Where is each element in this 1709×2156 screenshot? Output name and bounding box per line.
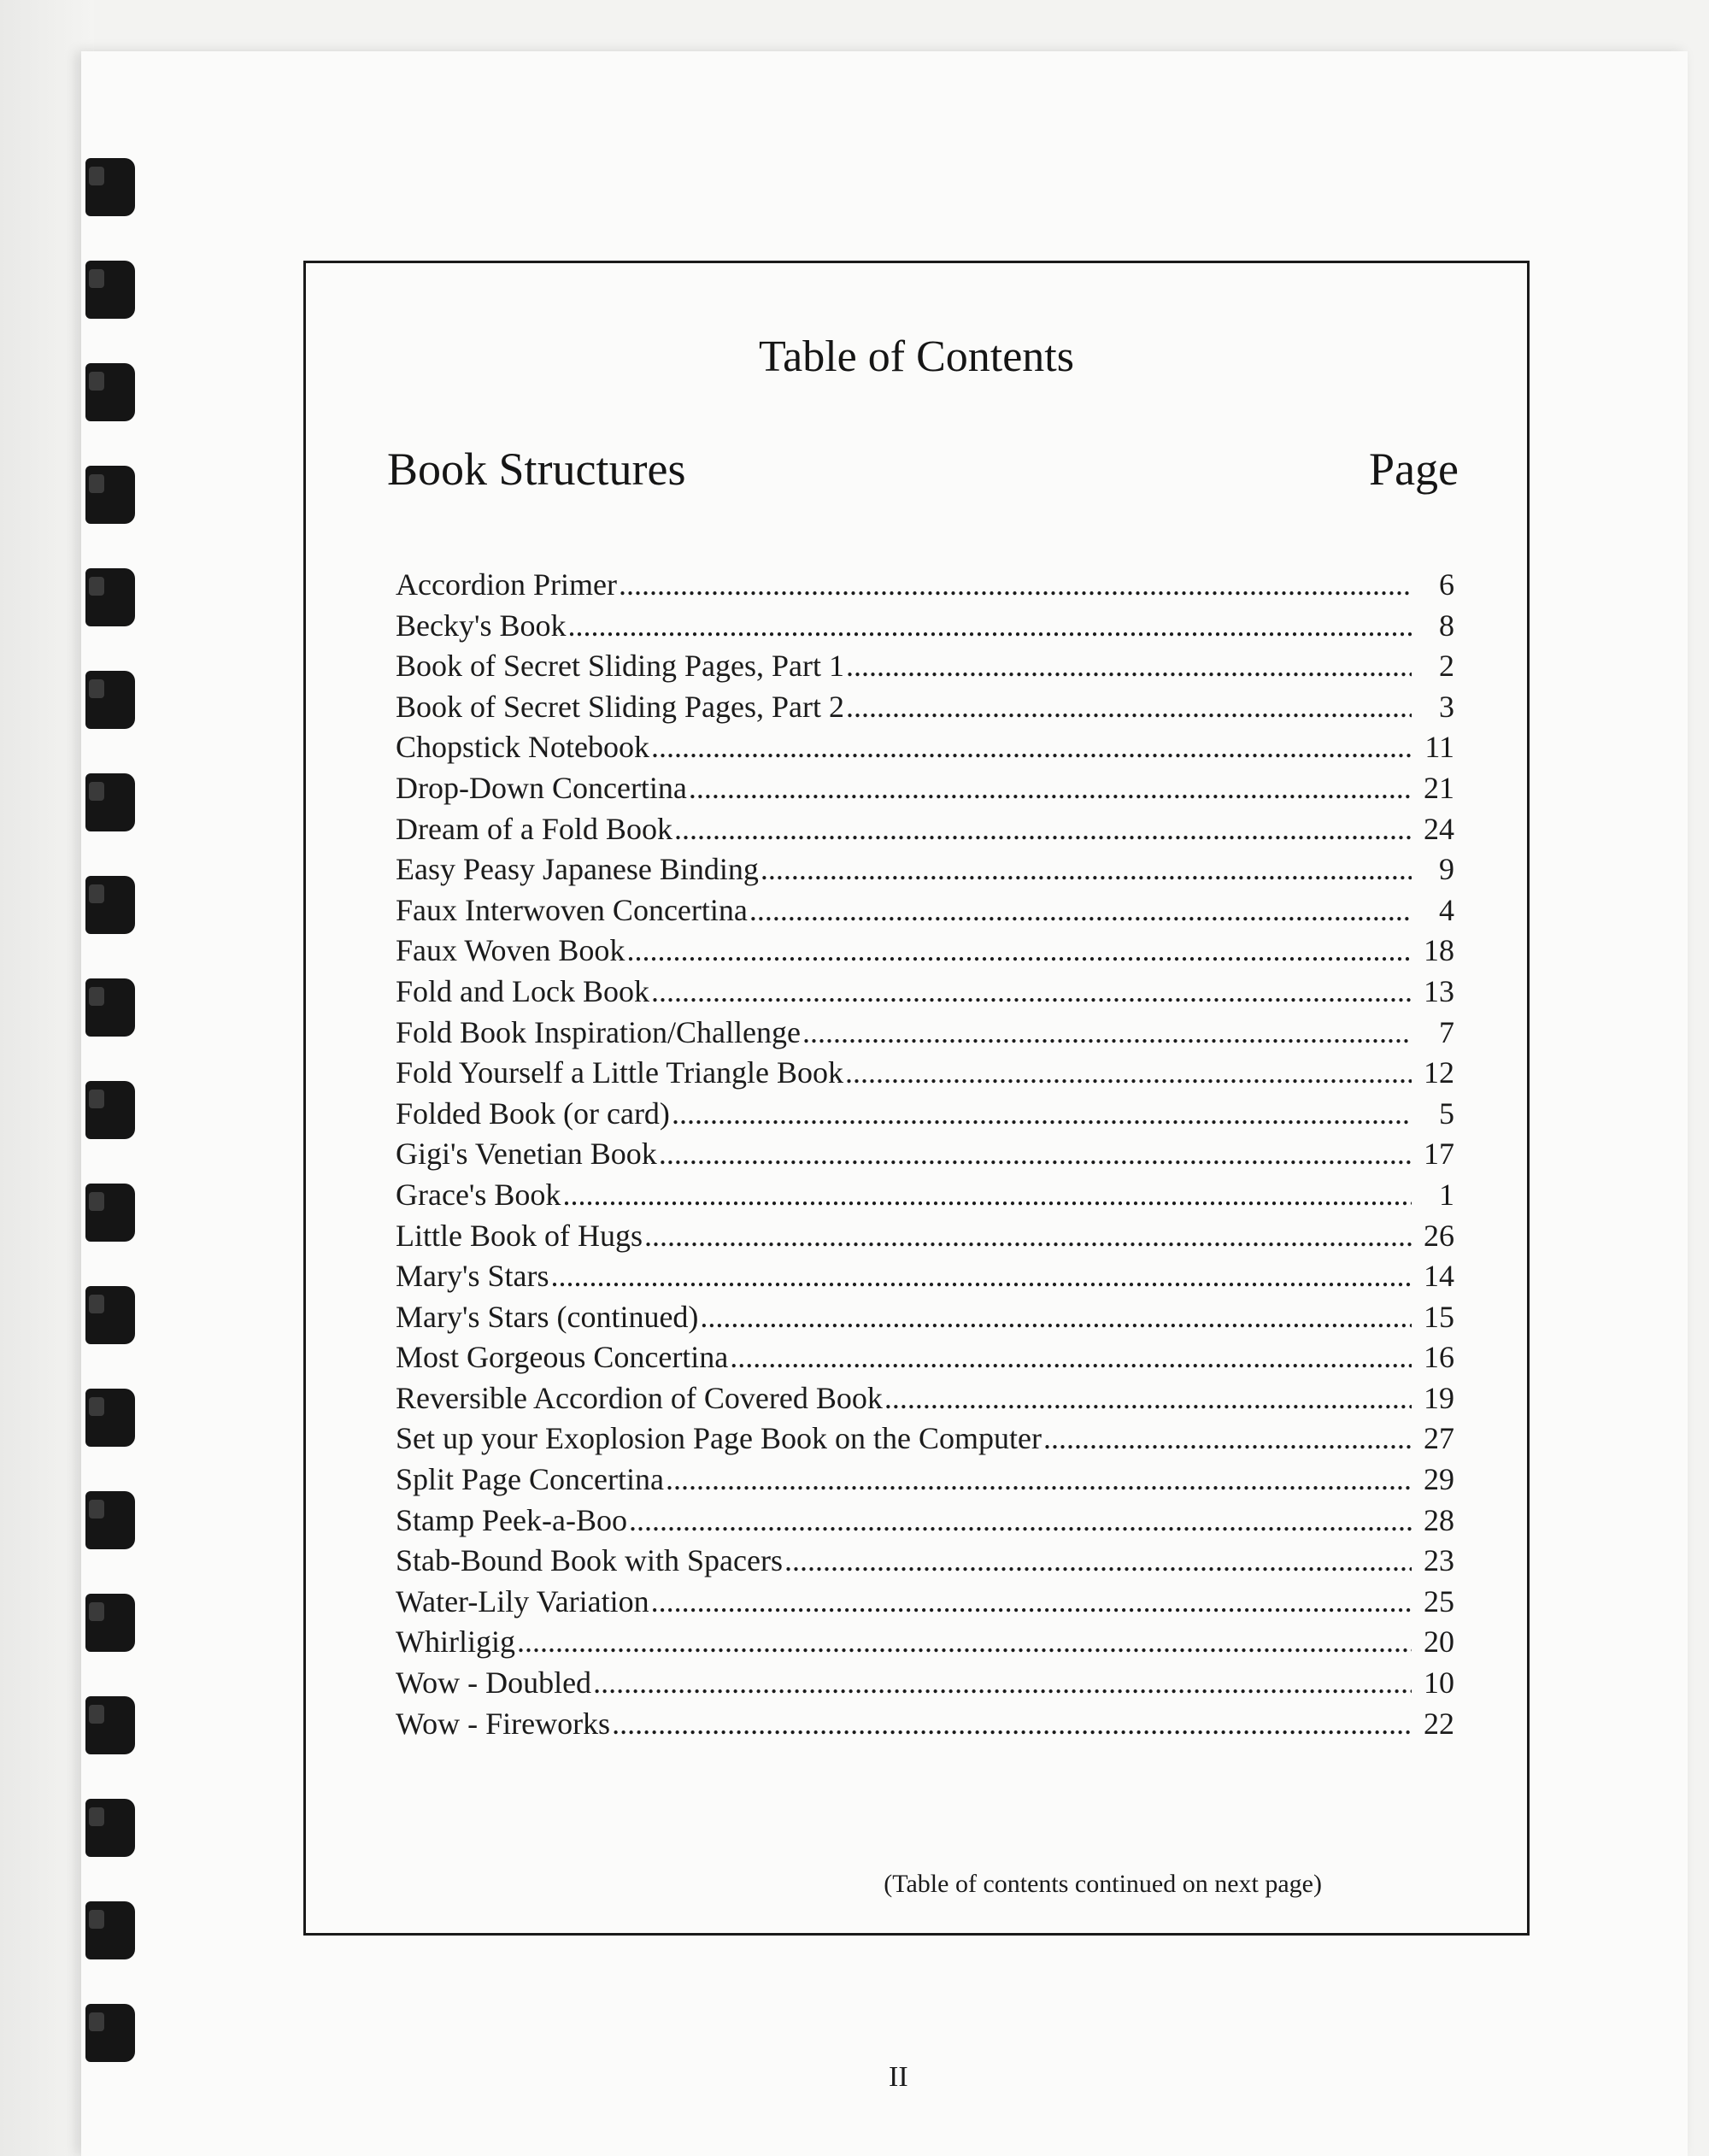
toc-entry-page: 29 (1424, 1462, 1454, 1497)
dot-leader (730, 1339, 1412, 1375)
toc-entry (396, 1706, 1454, 1747)
binding-ring (85, 1696, 135, 1754)
dot-leader (784, 1542, 1412, 1578)
toc-entry-page: 9 (1439, 852, 1454, 887)
toc-entry-title: Drop-Down Concertina (396, 770, 687, 805)
toc-entry (396, 1299, 1454, 1340)
toc-entry-title: Stamp Peek-a-Boo (396, 1502, 627, 1537)
toc-entry (396, 1055, 1454, 1096)
toc-entry (396, 1014, 1454, 1055)
toc-entry-page: 26 (1424, 1218, 1454, 1253)
toc-entry (396, 1461, 1454, 1502)
toc-entry-page: 4 (1439, 892, 1454, 927)
binding-ring (85, 773, 135, 831)
toc-entry-title: Fold and Lock Book (396, 973, 649, 1008)
toc-entry (396, 851, 1454, 892)
toc-entry-title: Wow - Doubled (396, 1665, 592, 1701)
binding-ring (85, 1389, 135, 1447)
toc-entry-page: 13 (1424, 973, 1454, 1008)
toc-entry (396, 1258, 1454, 1299)
toc-frame (303, 261, 1530, 1936)
toc-entry-title: Reversible Accordion of Covered Book (396, 1380, 883, 1415)
dot-leader (845, 1055, 1412, 1090)
binding-ring (85, 1286, 135, 1344)
previous-page-edge (0, 0, 94, 2156)
dot-leader (749, 892, 1412, 928)
binding-ring (85, 1901, 135, 1959)
toc-list (396, 567, 1454, 1746)
toc-entry (396, 608, 1454, 649)
toc-entry-page: 5 (1439, 1096, 1454, 1131)
toc-entry-page: 15 (1424, 1299, 1454, 1334)
dot-leader (550, 1258, 1412, 1294)
toc-entry (396, 932, 1454, 973)
toc-entry (396, 567, 1454, 608)
binding-ring (85, 1491, 135, 1549)
dot-leader (626, 932, 1412, 968)
toc-entry-page: 10 (1424, 1665, 1454, 1701)
page-number: II (889, 2061, 908, 2093)
toc-entry-page: 22 (1424, 1706, 1454, 1741)
toc-entry-title: Grace's Book (396, 1177, 561, 1212)
dot-leader (674, 811, 1412, 847)
dot-leader (517, 1624, 1412, 1660)
toc-entry-page: 23 (1424, 1543, 1454, 1578)
toc-entry-page: 12 (1424, 1055, 1454, 1090)
toc-entry-title: Fold Yourself a Little Triangle Book (396, 1055, 844, 1090)
dot-leader (802, 1014, 1412, 1050)
toc-entry-title: Set up your Exoplosion Page Book on the Computer (396, 1421, 1042, 1456)
dot-leader (651, 729, 1412, 765)
toc-entry (396, 1624, 1454, 1665)
dot-leader (884, 1380, 1412, 1416)
toc-entry-title: Book of Secret Sliding Pages, Part 1 (396, 649, 844, 684)
dot-leader (672, 1096, 1412, 1131)
toc-entry-page: 2 (1439, 649, 1454, 684)
toc-entry (396, 1420, 1454, 1461)
binding-ring (85, 466, 135, 524)
toc-entry-title: Gigi's Venetian Book (396, 1137, 657, 1172)
dot-leader (612, 1706, 1412, 1742)
dot-leader (1043, 1420, 1412, 1456)
dot-leader (651, 973, 1412, 1009)
toc-entry-title: Fold Book Inspiration/Challenge (396, 1014, 801, 1049)
page-title: Table of Contents (759, 332, 1074, 381)
dot-leader (619, 567, 1412, 602)
toc-entry-title: Faux Woven Book (396, 933, 625, 968)
binding-ring (85, 568, 135, 626)
dot-leader (846, 648, 1412, 684)
toc-entry (396, 1583, 1454, 1624)
binding-ring (85, 1081, 135, 1139)
toc-entry-title: Stab-Bound Book with Spacers (396, 1543, 783, 1578)
binding-ring (85, 671, 135, 729)
dot-leader (846, 689, 1412, 725)
continued-note: (Table of contents continued on next page) (884, 1870, 1322, 1898)
toc-entry (396, 1502, 1454, 1543)
dot-leader (700, 1299, 1412, 1335)
dot-leader (562, 1177, 1412, 1213)
binding-ring (85, 2004, 135, 2062)
toc-entry-page: 8 (1439, 608, 1454, 643)
dot-leader (593, 1665, 1412, 1701)
binding-ring (85, 876, 135, 934)
toc-entry-page: 24 (1424, 811, 1454, 846)
toc-entry (396, 648, 1454, 689)
toc-entry-title: Most Gorgeous Concertina (396, 1340, 729, 1375)
dot-leader (644, 1218, 1412, 1254)
binding-ring (85, 978, 135, 1037)
toc-entry (396, 1542, 1454, 1583)
toc-entry-title: Whirligig (396, 1624, 515, 1660)
toc-entry-page: 28 (1424, 1502, 1454, 1537)
toc-entry (396, 770, 1454, 811)
toc-entry-title: Folded Book (or card) (396, 1096, 670, 1131)
binding-ring (85, 158, 135, 216)
column-heading-structures: Book Structures (387, 444, 686, 495)
toc-entry (396, 729, 1454, 770)
toc-entry-title: Little Book of Hugs (396, 1218, 643, 1253)
toc-entry (396, 973, 1454, 1014)
toc-entry-page: 6 (1439, 567, 1454, 602)
dot-leader (666, 1461, 1412, 1497)
dot-leader (659, 1136, 1412, 1172)
toc-entry-title: Accordion Primer (396, 567, 617, 602)
toc-entry-title: Faux Interwoven Concertina (396, 892, 748, 927)
toc-entry-page: 20 (1424, 1624, 1454, 1660)
toc-entry-page: 18 (1424, 933, 1454, 968)
binding-ring (85, 1799, 135, 1857)
toc-entry (396, 1096, 1454, 1137)
toc-entry (396, 1665, 1454, 1706)
dot-leader (651, 1583, 1412, 1619)
toc-entry (396, 1380, 1454, 1421)
toc-entry-page: 25 (1424, 1583, 1454, 1618)
toc-entry (396, 892, 1454, 933)
toc-entry-title: Mary's Stars (396, 1259, 549, 1294)
toc-entry (396, 1136, 1454, 1177)
toc-entry-page: 21 (1424, 770, 1454, 805)
toc-entry-title: Dream of a Fold Book (396, 811, 672, 846)
dot-leader (629, 1502, 1412, 1538)
toc-entry-page: 1 (1439, 1177, 1454, 1212)
toc-entry-title: Becky's Book (396, 608, 567, 643)
binding-ring (85, 1184, 135, 1242)
toc-entry (396, 1177, 1454, 1218)
column-heading-page: Page (1369, 444, 1459, 495)
toc-entry-page: 14 (1424, 1259, 1454, 1294)
toc-entry (396, 1218, 1454, 1259)
toc-entry-title: Split Page Concertina (396, 1462, 664, 1497)
toc-entry-title: Easy Peasy Japanese Binding (396, 852, 759, 887)
toc-entry-page: 19 (1424, 1380, 1454, 1415)
toc-entry-title: Water-Lily Variation (396, 1583, 649, 1618)
toc-entry-page: 17 (1424, 1137, 1454, 1172)
binding-ring (85, 363, 135, 421)
binding-ring (85, 261, 135, 319)
toc-entry-page: 11 (1424, 730, 1454, 765)
toc-entry-page: 7 (1439, 1014, 1454, 1049)
binding-ring (85, 1594, 135, 1652)
dot-leader (567, 608, 1412, 643)
toc-entry (396, 811, 1454, 852)
dot-leader (689, 770, 1412, 806)
toc-entry-title: Mary's Stars (continued) (396, 1299, 699, 1334)
dot-leader (761, 851, 1412, 887)
toc-entry-title: Wow - Fireworks (396, 1706, 611, 1741)
toc-entry-page: 27 (1424, 1421, 1454, 1456)
toc-entry-title: Chopstick Notebook (396, 730, 649, 765)
toc-entry (396, 689, 1454, 730)
toc-entry-page: 16 (1424, 1340, 1454, 1375)
toc-entry (396, 1339, 1454, 1380)
toc-entry-page: 3 (1439, 689, 1454, 724)
toc-entry-title: Book of Secret Sliding Pages, Part 2 (396, 689, 844, 724)
